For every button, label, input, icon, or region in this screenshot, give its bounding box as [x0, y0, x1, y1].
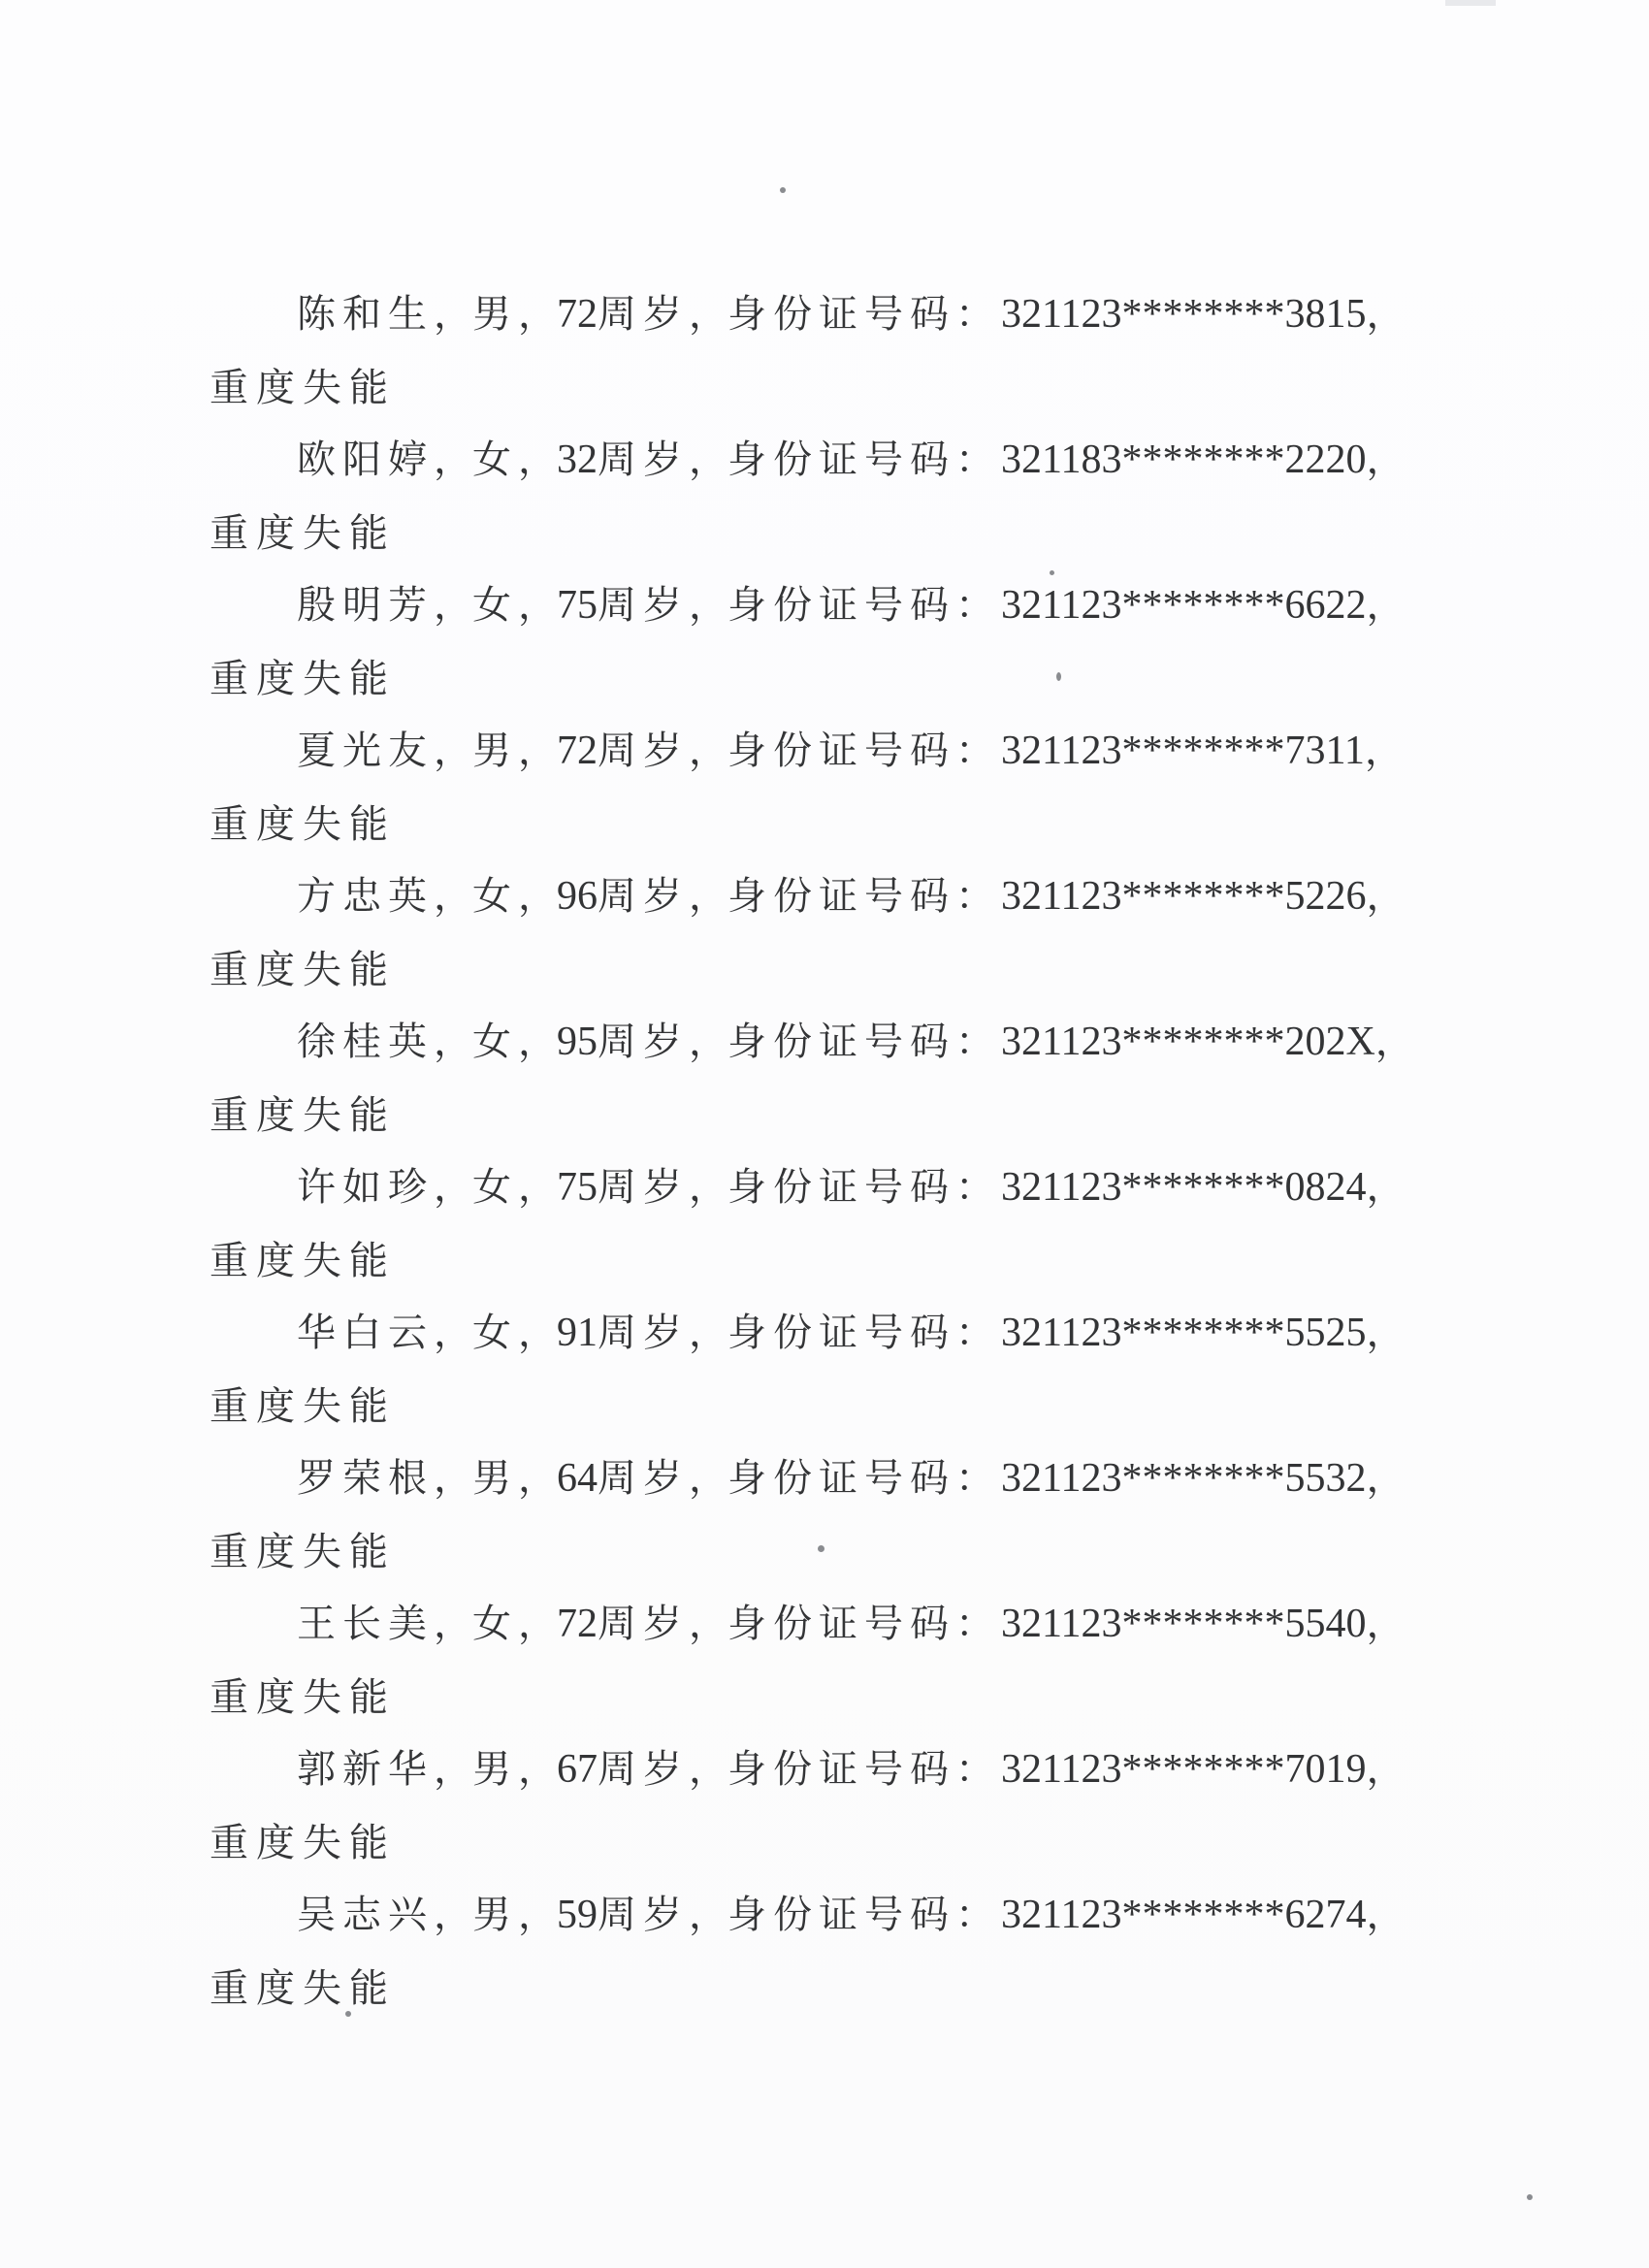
record-separator: ，	[689, 1165, 728, 1210]
record-separator: ，	[689, 292, 728, 337]
record-id-number: 321123********6622	[1001, 583, 1367, 628]
record-separator: ，	[434, 1311, 472, 1355]
record-id-label: 身份证号码：	[728, 1893, 1001, 1937]
record-id-number: 321183********2220	[1001, 437, 1367, 482]
record-separator: ，	[1366, 1165, 1406, 1210]
record-separator: ，	[518, 1602, 557, 1646]
record-id-label: 身份证号码：	[728, 1311, 1001, 1355]
record-separator: ，	[1366, 1747, 1406, 1792]
record-separator: ，	[689, 729, 728, 773]
record-name: 夏光友	[297, 729, 434, 773]
record-status: 重度失能	[210, 1530, 396, 1574]
record-separator: ，	[1366, 1311, 1406, 1355]
record-separator: ，	[518, 1747, 557, 1792]
record-id-number: 321123********5226	[1001, 874, 1367, 919]
record-age: 75	[557, 583, 598, 628]
record-gender: 男	[472, 1456, 518, 1501]
record-status: 重度失能	[210, 511, 396, 556]
record-main-line	[297, 1013, 1414, 1071]
record-item	[0, 1449, 1649, 1595]
record-id-number: 321123********0824	[1001, 1165, 1367, 1210]
record-age: 32	[557, 437, 598, 482]
record-name: 许如珍	[297, 1165, 434, 1210]
record-id-number: 321123********5540	[1001, 1602, 1367, 1646]
record-gender: 男	[472, 729, 518, 773]
record-gender: 男	[472, 1747, 518, 1792]
record-id-number: 321123********7019	[1001, 1747, 1367, 1792]
record-separator: ，	[434, 1893, 472, 1937]
record-status: 重度失能	[210, 1966, 396, 2011]
record-age: 72	[557, 729, 598, 773]
record-separator: ，	[689, 1893, 728, 1937]
record-id-label: 身份证号码：	[728, 874, 1001, 919]
record-gender: 男	[472, 1893, 518, 1937]
record-separator: ，	[434, 874, 472, 919]
record-age: 64	[557, 1456, 598, 1501]
record-item	[0, 722, 1649, 867]
record-gender: 女	[472, 1311, 518, 1355]
record-item	[0, 867, 1649, 1013]
record-separator: ，	[518, 874, 557, 919]
record-separator: ，	[434, 437, 472, 482]
record-separator: ，	[689, 1311, 728, 1355]
record-item	[0, 1013, 1649, 1158]
record-separator: ，	[434, 1747, 472, 1792]
record-separator: ，	[689, 583, 728, 628]
record-id-number: 321123********6274	[1001, 1893, 1367, 1937]
record-separator: ，	[518, 583, 557, 628]
record-item	[0, 1595, 1649, 1740]
record-main-line	[297, 1158, 1406, 1216]
record-age: 96	[557, 874, 598, 919]
record-name: 华白云	[297, 1311, 434, 1355]
record-id-number: 321123********5525	[1001, 1311, 1367, 1355]
record-id-number: 321123********7311	[1001, 729, 1365, 773]
record-main-line	[297, 1304, 1406, 1362]
record-main-line	[297, 285, 1406, 343]
record-separator: ，	[1366, 292, 1406, 337]
record-separator: ，	[518, 1165, 557, 1210]
record-separator: ，	[1366, 1893, 1406, 1937]
record-age-unit: 周岁	[598, 1456, 689, 1501]
record-id-label: 身份证号码：	[728, 292, 1001, 337]
record-id-label: 身份证号码：	[728, 437, 1001, 482]
scan-speck	[1056, 672, 1061, 681]
record-status: 重度失能	[210, 948, 396, 992]
record-age-unit: 周岁	[598, 1020, 689, 1064]
record-age: 95	[557, 1020, 598, 1064]
record-name: 罗荣根	[297, 1456, 434, 1501]
record-name: 郭新华	[297, 1747, 434, 1792]
record-name: 徐桂英	[297, 1020, 434, 1064]
record-separator: ，	[434, 729, 472, 773]
record-age: 72	[557, 292, 598, 337]
record-separator: ，	[1366, 1602, 1406, 1646]
record-status: 重度失能	[210, 657, 396, 701]
record-separator: ，	[1366, 1456, 1406, 1501]
record-item	[0, 431, 1649, 576]
record-status: 重度失能	[210, 1675, 396, 1720]
record-item	[0, 1740, 1649, 1886]
record-age-unit: 周岁	[598, 437, 689, 482]
record-item	[0, 285, 1649, 431]
record-separator: ，	[518, 729, 557, 773]
record-main-line	[297, 1595, 1406, 1653]
record-main-line	[297, 1449, 1406, 1507]
record-gender: 女	[472, 583, 518, 628]
record-separator: ，	[1366, 874, 1406, 919]
record-id-label: 身份证号码：	[728, 583, 1001, 628]
record-age-unit: 周岁	[598, 1747, 689, 1792]
record-status: 重度失能	[210, 366, 396, 410]
record-gender: 女	[472, 1020, 518, 1064]
scan-speck	[1527, 2194, 1533, 2200]
record-main-line	[297, 576, 1406, 634]
record-separator: ，	[518, 1456, 557, 1501]
record-id-label: 身份证号码：	[728, 1456, 1001, 1501]
record-gender: 女	[472, 437, 518, 482]
record-main-line	[297, 722, 1403, 780]
record-separator: ，	[1366, 583, 1406, 628]
record-separator: ，	[518, 292, 557, 337]
record-separator: ，	[518, 437, 557, 482]
record-name: 王长美	[297, 1602, 434, 1646]
record-age: 67	[557, 1747, 598, 1792]
record-name: 陈和生	[297, 292, 434, 337]
record-separator: ，	[434, 1020, 472, 1064]
scan-speck	[345, 2011, 351, 2017]
record-id-label: 身份证号码：	[728, 1020, 1001, 1064]
record-name: 欧阳婷	[297, 437, 434, 482]
record-age: 59	[557, 1893, 598, 1937]
record-separator: ，	[518, 1311, 557, 1355]
record-status: 重度失能	[210, 802, 396, 847]
record-age-unit: 周岁	[598, 292, 689, 337]
record-separator: ，	[1366, 437, 1406, 482]
record-id-number: 321123********3815	[1001, 292, 1367, 337]
record-separator: ，	[689, 1602, 728, 1646]
record-separator: ，	[689, 1456, 728, 1501]
record-age-unit: 周岁	[598, 1165, 689, 1210]
record-id-number: 321123********202X	[1001, 1020, 1375, 1064]
record-age-unit: 周岁	[598, 729, 689, 773]
record-gender: 女	[472, 1165, 518, 1210]
scan-speck	[818, 1545, 824, 1552]
record-age: 72	[557, 1602, 598, 1646]
record-main-line	[297, 431, 1406, 489]
record-status: 重度失能	[210, 1093, 396, 1138]
record-separator: ，	[689, 437, 728, 482]
record-separator: ，	[434, 1456, 472, 1501]
record-age-unit: 周岁	[598, 1893, 689, 1937]
record-name: 方忠英	[297, 874, 434, 919]
record-separator: ，	[689, 1020, 728, 1064]
record-gender: 女	[472, 1602, 518, 1646]
record-separator: ，	[434, 1602, 472, 1646]
record-separator: ，	[434, 292, 472, 337]
record-gender: 男	[472, 292, 518, 337]
record-name: 殷明芳	[297, 583, 434, 628]
record-age: 91	[557, 1311, 598, 1355]
record-separator: ，	[518, 1893, 557, 1937]
record-separator: ，	[434, 583, 472, 628]
record-item	[0, 1886, 1649, 2031]
record-id-number: 321123********5532	[1001, 1456, 1367, 1501]
record-separator: ，	[434, 1165, 472, 1210]
record-age-unit: 周岁	[598, 583, 689, 628]
record-name: 吴志兴	[297, 1893, 434, 1937]
record-status: 重度失能	[210, 1239, 396, 1283]
record-id-label: 身份证号码：	[728, 1747, 1001, 1792]
record-item	[0, 576, 1649, 722]
scan-speck	[780, 187, 786, 193]
record-separator: ，	[689, 874, 728, 919]
record-age-unit: 周岁	[598, 1311, 689, 1355]
record-status: 重度失能	[210, 1821, 396, 1865]
record-id-label: 身份证号码：	[728, 1165, 1001, 1210]
record-id-label: 身份证号码：	[728, 729, 1001, 773]
record-main-line	[297, 867, 1406, 925]
record-separator: ，	[1364, 729, 1404, 773]
record-item	[0, 1158, 1649, 1304]
record-separator: ，	[689, 1747, 728, 1792]
record-separator: ，	[518, 1020, 557, 1064]
record-age-unit: 周岁	[598, 1602, 689, 1646]
record-separator: ，	[1374, 1020, 1414, 1064]
scan-speck	[1050, 570, 1054, 575]
record-id-label: 身份证号码：	[728, 1602, 1001, 1646]
record-item	[0, 1304, 1649, 1449]
record-age: 75	[557, 1165, 598, 1210]
record-main-line	[297, 1740, 1406, 1798]
record-status: 重度失能	[210, 1384, 396, 1429]
record-gender: 女	[472, 874, 518, 919]
record-main-line	[297, 1886, 1406, 1944]
record-age-unit: 周岁	[598, 874, 689, 919]
